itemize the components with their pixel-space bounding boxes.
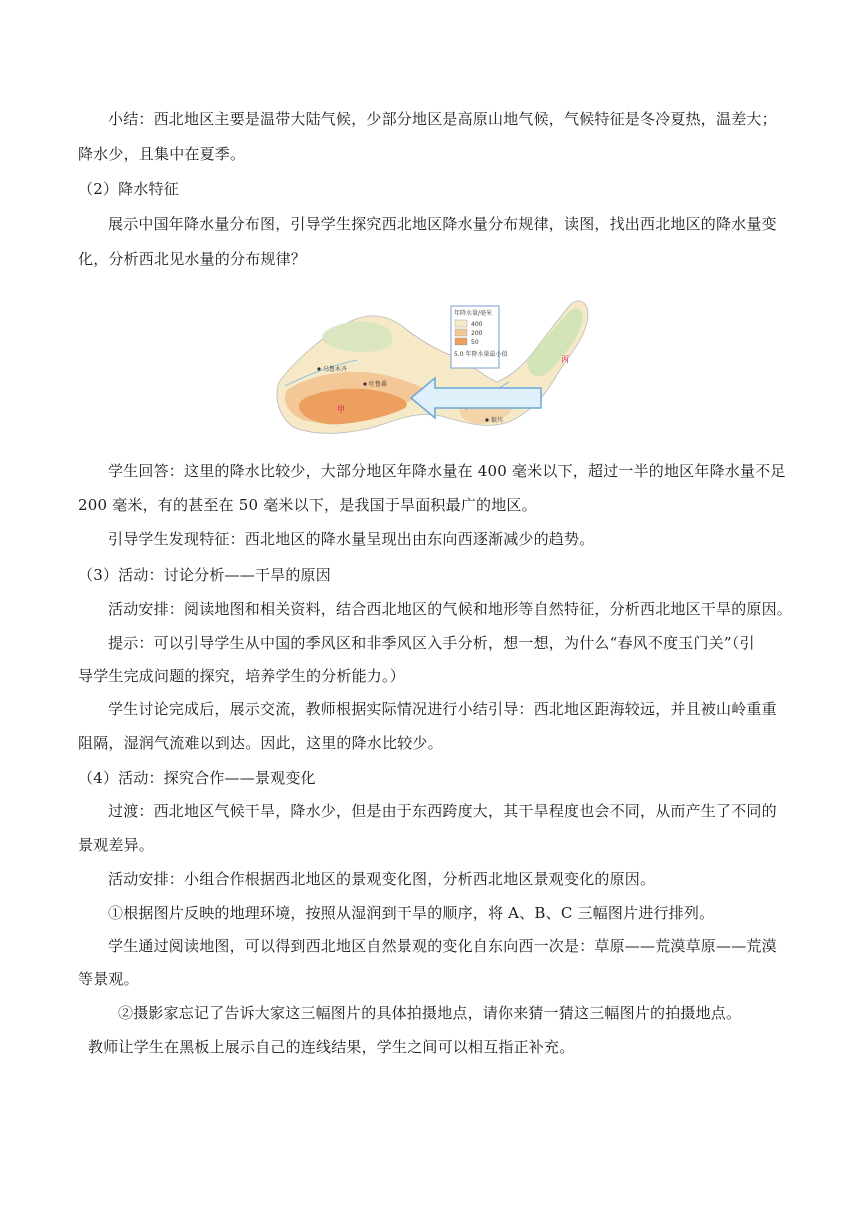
region-tag-west: 甲 xyxy=(337,405,345,414)
task-2: ②摄影家忘记了告诉大家这三幅图片的具体拍摄地点，请你来猜一猜这三幅图片的拍摄地点。 xyxy=(118,1004,742,1022)
region-tag-east: 丙 xyxy=(561,355,569,364)
activity-arrangement-1: 活动安排：阅读地图和相关资料，结合西北地区的气候和地形等自然特征，分析西北地区干旱的原因。 xyxy=(108,600,793,618)
section-heading-landscape: （4）活动：探究合作——景观变化 xyxy=(78,769,316,787)
discussion-line-1: 学生讨论完成后，展示交流，教师根据实际情况进行小结引导：西北地区距海较远，并且被山岭重重 xyxy=(108,700,777,718)
legend-note: 5.0 年降水量最小值 xyxy=(454,351,508,358)
discussion-line-2: 阻隔，湿润气流难以到达。因此，这里的降水比较少。 xyxy=(78,734,443,752)
student-reading-line-1: 学生通过阅读地图，可以得到西北地区自然景观的变化自东向西一次是：草原——荒漠草原——荒漠 xyxy=(108,937,777,955)
summary-line-2: 降水少，且集中在夏季。 xyxy=(78,145,246,163)
legend-label-400: 400 xyxy=(471,321,483,328)
guide-feature: 引导学生发现特征：西北地区的降水量呈现出由东向西逐渐减少的趋势。 xyxy=(108,530,595,548)
precipitation-map xyxy=(265,290,595,442)
transition-line-1: 过渡：西北地区气候干旱，降水少，但是由于东西跨度大，其干旱程度也会不同，从而产生了不同的 xyxy=(108,802,777,820)
city-label-turpan: 吐鲁番 xyxy=(369,381,388,388)
legend-label-200: 200 xyxy=(471,330,483,337)
task-1: ①根据图片反映的地理环境，按照从湿润到干旱的顺序，将 A、B、C 三幅图片进行排列。 xyxy=(108,904,715,922)
section-heading-precipitation: （2）降水特征 xyxy=(78,180,179,198)
city-marker-urumqi xyxy=(317,367,320,370)
city-label-yinchuan: 银川 xyxy=(491,417,504,424)
transition-line-2: 景观差异。 xyxy=(78,836,155,854)
city-marker-turpan xyxy=(363,382,366,385)
legend-label-50: 50 xyxy=(471,339,479,346)
section-heading-drought: （3）活动：讨论分析——干旱的原因 xyxy=(78,566,331,584)
teacher-instruction: 教师让学生在黑板上展示自己的连线结果，学生之间可以相互指正补充。 xyxy=(88,1038,575,1056)
intro-line-1: 展示中国年降水量分布图，引导学生探究西北地区降水量分布规律，读图，找出西北地区的降水量变 xyxy=(108,215,777,233)
student-reading-line-2: 等景观。 xyxy=(78,970,139,988)
intro-line-2: 化，分析西北见水量的分布规律？ xyxy=(78,250,307,268)
hint-line-1: 提示：可以引导学生从中国的季风区和非季风区入手分析，想一想，为什么“春风不度玉门关”（引 xyxy=(108,634,755,652)
legend-swatch-50 xyxy=(455,338,467,345)
legend-swatch-200 xyxy=(455,329,467,336)
student-answer-line-2: 200 毫米，有的甚至在 50 毫米以下，是我国于旱面积最广的地区。 xyxy=(78,496,537,514)
student-answer-line-1: 学生回答：这里的降水比较少，大部分地区年降水量在 400 毫米以下，超过一半的地区年降水量不足 xyxy=(108,462,786,480)
northwest-precipitation-map-figure xyxy=(265,290,595,442)
activity-arrangement-2: 活动安排：小组合作根据西北地区的景观变化图，分析西北地区景观变化的原因。 xyxy=(108,870,656,888)
city-label-urumqi: 乌鲁木齐 xyxy=(323,366,348,373)
city-marker-yinchuan xyxy=(485,418,488,421)
legend-swatch-400 xyxy=(455,320,467,327)
legend-title: 年降水量/毫米 xyxy=(454,310,493,317)
hint-line-2: 导学生完成问题的探究，培养学生的分析能力。） xyxy=(78,667,405,685)
summary-line-1: 小结：西北地区主要是温带大陆气候，少部分地区是高原山地气候，气候特征是冬冷夏热，温差大； xyxy=(108,110,777,128)
